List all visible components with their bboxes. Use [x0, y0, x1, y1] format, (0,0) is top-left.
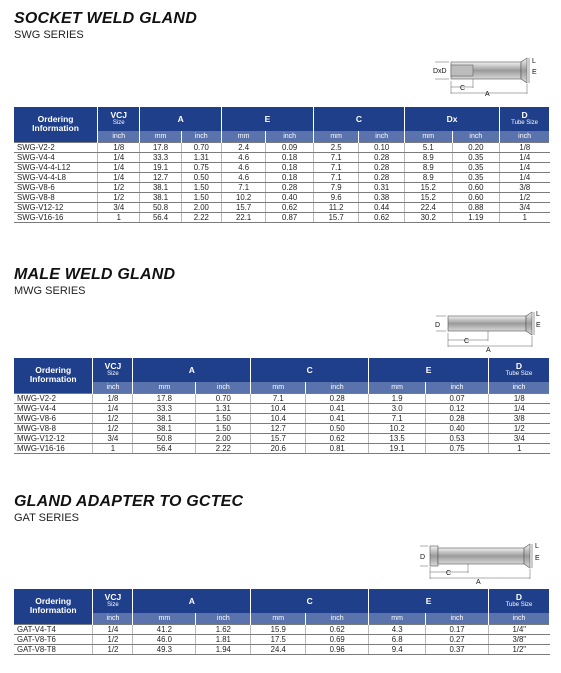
gat-c-label: C [446, 570, 452, 577]
table-row [14, 433, 550, 443]
swg-unit-header: mm [404, 131, 452, 142]
gat-col-d: D Tube Size [489, 589, 550, 613]
table-cell: 13.5 [369, 433, 426, 443]
table-cell: 33.3 [133, 403, 196, 413]
gat-table [14, 589, 550, 655]
table-cell: 1/4" [489, 624, 550, 634]
table-cell: 17.8 [133, 393, 196, 403]
table-cell: 2.00 [181, 202, 221, 212]
table-cell: 2.00 [196, 433, 251, 443]
mwg-c-label: C [464, 338, 470, 345]
swg-title: SOCKET WELD GLAND [14, 10, 197, 27]
swg-unit-header: inch [181, 131, 221, 142]
table-cell: 1 [93, 443, 133, 453]
ordering-code-cell: MWG-V16-16 [14, 443, 93, 453]
swg-col-a: A [140, 107, 221, 131]
table-cell: 1.94 [196, 644, 251, 654]
table-cell: 38.1 [133, 413, 196, 423]
gat-unit-header: mm [133, 613, 196, 624]
table-row [14, 212, 550, 222]
gat-col-a: A [133, 589, 251, 613]
table-cell: 15.7 [221, 202, 265, 212]
table-cell: 1 [500, 212, 550, 222]
gat-e-label: E [535, 555, 540, 562]
swg-col-d: D Tube Size [500, 107, 550, 131]
table-cell: 17.5 [251, 634, 306, 644]
gat-unit-header: inch [306, 613, 369, 624]
table-cell: 1.9 [369, 393, 426, 403]
table-cell: 1/2 [93, 634, 133, 644]
table-cell: 7.1 [313, 162, 359, 172]
table-cell: 1.19 [452, 212, 500, 222]
table-cell: 8.9 [404, 152, 452, 162]
table-row [14, 152, 550, 162]
table-cell: 1/8 [93, 393, 133, 403]
table-cell: 0.87 [266, 212, 314, 222]
table-cell: 1/4 [98, 172, 140, 182]
table-cell: 49.3 [133, 644, 196, 654]
mwg-col-c: C [251, 358, 369, 382]
table-row [14, 172, 550, 182]
table-cell: 1 [98, 212, 140, 222]
table-cell: 1/4 [500, 162, 550, 172]
ordering-code-cell: SWG-V4-4-L8 [14, 172, 98, 182]
ordering-code-cell: SWG-V8-6 [14, 182, 98, 192]
table-cell: 30.2 [404, 212, 452, 222]
table-cell: 24.4 [251, 644, 306, 654]
gat-unit-header: mm [251, 613, 306, 624]
swg-unit-header: inch [266, 131, 314, 142]
gat-fitting-diagram [412, 535, 552, 585]
table-cell: 1/2 [98, 182, 140, 192]
table-cell: 0.53 [426, 433, 489, 443]
gat-unit-header: inch [93, 613, 133, 624]
table-cell: 0.41 [306, 413, 369, 423]
gat-a-label: A [476, 579, 481, 585]
table-cell: 10.2 [369, 423, 426, 433]
table-cell: 3/4 [489, 433, 550, 443]
table-cell: 1/8 [489, 393, 550, 403]
table-cell: 2.22 [181, 212, 221, 222]
table-cell: 0.75 [181, 162, 221, 172]
mwg-title: MALE WELD GLAND [14, 266, 176, 283]
ordering-code-cell: GAT-V8-T8 [14, 644, 93, 654]
table-cell: 15.9 [251, 624, 306, 634]
mwg-l-label: L [536, 311, 540, 318]
table-cell: 0.28 [359, 152, 405, 162]
table-cell: 1/2 [98, 192, 140, 202]
table-cell: 1.31 [181, 152, 221, 162]
table-cell: 0.62 [306, 433, 369, 443]
table-cell: 1/2" [489, 644, 550, 654]
ordering-code-cell: MWG-V12-12 [14, 433, 93, 443]
swg-table [14, 107, 550, 223]
table-row [14, 202, 550, 212]
mwg-fitting-diagram [428, 303, 553, 353]
swg-col-ordering: Ordering Information [14, 107, 98, 142]
table-cell: 4.6 [221, 172, 265, 182]
mwg-e-label: E [536, 322, 541, 329]
table-cell: 41.2 [133, 624, 196, 634]
table-cell: 19.1 [140, 162, 181, 172]
table-cell: 10.4 [251, 403, 306, 413]
table-cell: 1/4 [93, 624, 133, 634]
table-cell: 0.18 [266, 162, 314, 172]
table-cell: 5.1 [404, 142, 452, 152]
table-cell: 20.6 [251, 443, 306, 453]
ordering-code-cell: MWG-V2-2 [14, 393, 93, 403]
mwg-subtitle: MWG SERIES [14, 285, 86, 297]
table-cell: 3/4 [500, 202, 550, 212]
mwg-unit-header: inch [426, 382, 489, 393]
table-cell: 10.2 [221, 192, 265, 202]
swg-unit-header: mm [313, 131, 359, 142]
table-cell: 1.50 [196, 413, 251, 423]
table-cell: 0.18 [266, 172, 314, 182]
table-cell: 15.2 [404, 182, 452, 192]
table-cell: 2.5 [313, 142, 359, 152]
table-cell: 1 [489, 443, 550, 453]
gat-col-e: E [369, 589, 489, 613]
table-cell: 46.0 [133, 634, 196, 644]
table-cell: 1/2 [93, 413, 133, 423]
mwg-a-label: A [486, 347, 491, 353]
table-cell: 0.88 [452, 202, 500, 212]
mwg-table [14, 358, 550, 454]
mwg-col-a: A [133, 358, 251, 382]
table-cell: 0.60 [452, 192, 500, 202]
swg-unit-header: inch [500, 131, 550, 142]
table-cell: 1/4 [500, 152, 550, 162]
gat-l-label: L [535, 543, 539, 550]
swg-unit-header: inch [359, 131, 405, 142]
swg-unit-header: mm [140, 131, 181, 142]
table-cell: 1/2 [500, 192, 550, 202]
mwg-unit-header: inch [489, 382, 550, 393]
swg-unit-header: inch [98, 131, 140, 142]
mwg-unit-header: inch [93, 382, 133, 393]
table-cell: 3/8 [500, 182, 550, 192]
table-cell: 0.50 [181, 172, 221, 182]
table-cell: 50.8 [140, 202, 181, 212]
table-cell: 7.1 [251, 393, 306, 403]
table-cell: 22.4 [404, 202, 452, 212]
table-cell: 2.4 [221, 142, 265, 152]
table-cell: 3/8" [489, 634, 550, 644]
table-cell: 7.1 [313, 152, 359, 162]
swg-unit-header: mm [221, 131, 265, 142]
swg-section [14, 10, 550, 42]
gat-col-c: C [251, 589, 369, 613]
table-cell: 1/4 [98, 162, 140, 172]
table-cell: 2.22 [196, 443, 251, 453]
table-cell: 4.3 [369, 624, 426, 634]
table-cell: 0.07 [426, 393, 489, 403]
ordering-code-cell: SWG-V12-12 [14, 202, 98, 212]
table-cell: 0.70 [196, 393, 251, 403]
table-row [14, 634, 550, 644]
table-row [14, 162, 550, 172]
table-cell: 0.50 [306, 423, 369, 433]
ordering-code-cell: SWG-V16-16 [14, 212, 98, 222]
gat-section [14, 493, 550, 525]
table-cell: 0.18 [266, 152, 314, 162]
table-cell: 38.1 [133, 423, 196, 433]
table-row [14, 624, 550, 634]
mwg-d-label: D [435, 322, 441, 329]
table-row [14, 644, 550, 654]
table-cell: 0.70 [181, 142, 221, 152]
gat-unit-header: inch [489, 613, 550, 624]
table-cell: 4.6 [221, 162, 265, 172]
table-cell: 3.0 [369, 403, 426, 413]
table-cell: 1/8 [500, 142, 550, 152]
ordering-code-cell: GAT-V8-T6 [14, 634, 93, 644]
gat-col-ordering: Ordering Information [14, 589, 93, 624]
table-cell: 1.31 [196, 403, 251, 413]
swg-unit-header: inch [452, 131, 500, 142]
table-cell: 0.31 [359, 182, 405, 192]
table-cell: 7.1 [313, 172, 359, 182]
ordering-code-cell: GAT-V4-T4 [14, 624, 93, 634]
table-cell: 33.3 [140, 152, 181, 162]
table-cell: 56.4 [140, 212, 181, 222]
table-cell: 1.50 [181, 192, 221, 202]
table-cell: 1/8 [98, 142, 140, 152]
table-row [14, 403, 550, 413]
table-cell: 1/4 [98, 152, 140, 162]
table-cell: 17.8 [140, 142, 181, 152]
gat-unit-header: inch [426, 613, 489, 624]
table-row [14, 443, 550, 453]
table-cell: 0.60 [452, 182, 500, 192]
table-cell: 3/4 [93, 433, 133, 443]
swg-c-label: C [460, 85, 466, 92]
table-cell: 3/8 [489, 413, 550, 423]
swg-col-e: E [221, 107, 313, 131]
table-cell: 50.8 [133, 433, 196, 443]
mwg-unit-header: mm [133, 382, 196, 393]
table-cell: 1/2 [489, 423, 550, 433]
table-cell: 0.17 [426, 624, 489, 634]
swg-fitting-diagram [425, 50, 550, 100]
table-cell: 1/4 [489, 403, 550, 413]
ordering-code-cell: SWG-V4-4 [14, 152, 98, 162]
gat-title: GLAND ADAPTER TO GCTEC [14, 493, 244, 510]
swg-col-vcj: VCJ Size [98, 107, 140, 131]
ordering-code-cell: MWG-V8-8 [14, 423, 93, 433]
table-cell: 0.09 [266, 142, 314, 152]
table-cell: 7.9 [313, 182, 359, 192]
swg-col-dx: Dx [404, 107, 499, 131]
table-row [14, 182, 550, 192]
table-cell: 1.62 [196, 624, 251, 634]
table-cell: 0.81 [306, 443, 369, 453]
gat-subtitle: GAT SERIES [14, 512, 80, 524]
table-cell: 9.4 [369, 644, 426, 654]
ordering-code-cell: SWG-V2-2 [14, 142, 98, 152]
table-cell: 0.35 [452, 172, 500, 182]
ordering-code-cell: MWG-V4-4 [14, 403, 93, 413]
table-cell: 0.41 [306, 403, 369, 413]
table-cell: 1.50 [181, 182, 221, 192]
table-cell: 0.35 [452, 152, 500, 162]
mwg-unit-header: inch [306, 382, 369, 393]
table-cell: 3/4 [98, 202, 140, 212]
gat-unit-header: mm [369, 613, 426, 624]
swg-col-c: C [313, 107, 404, 131]
table-cell: 0.44 [359, 202, 405, 212]
table-cell: 0.27 [426, 634, 489, 644]
table-cell: 15.7 [251, 433, 306, 443]
table-cell: 0.28 [426, 413, 489, 423]
table-cell: 38.1 [140, 182, 181, 192]
table-cell: 0.10 [359, 142, 405, 152]
table-cell: 1.50 [196, 423, 251, 433]
table-cell: 56.4 [133, 443, 196, 453]
table-row [14, 192, 550, 202]
table-row [14, 142, 550, 152]
table-cell: 0.28 [306, 393, 369, 403]
table-cell: 0.62 [359, 212, 405, 222]
table-cell: 0.40 [266, 192, 314, 202]
table-cell: 1.81 [196, 634, 251, 644]
table-cell: 19.1 [369, 443, 426, 453]
table-cell: 6.8 [369, 634, 426, 644]
table-cell: 1/2 [93, 423, 133, 433]
table-cell: 0.28 [359, 162, 405, 172]
mwg-unit-header: inch [196, 382, 251, 393]
table-cell: 1/2 [93, 644, 133, 654]
swg-subtitle: SWG SERIES [14, 29, 84, 41]
swg-a-label: A [485, 91, 490, 98]
table-cell: 38.1 [140, 192, 181, 202]
table-cell: 0.62 [266, 202, 314, 212]
table-cell: 9.6 [313, 192, 359, 202]
table-cell: 11.2 [313, 202, 359, 212]
table-cell: 0.37 [426, 644, 489, 654]
table-cell: 7.1 [221, 182, 265, 192]
table-cell: 0.12 [426, 403, 489, 413]
table-cell: 0.69 [306, 634, 369, 644]
table-row [14, 413, 550, 423]
swg-l-label: L [532, 58, 536, 65]
mwg-col-e: E [369, 358, 489, 382]
table-cell: 0.28 [266, 182, 314, 192]
table-cell: 15.2 [404, 192, 452, 202]
mwg-col-d: D Tube Size [489, 358, 550, 382]
mwg-unit-header: mm [369, 382, 426, 393]
table-row [14, 393, 550, 403]
ordering-code-cell: MWG-V8-6 [14, 413, 93, 423]
table-row [14, 423, 550, 433]
mwg-section [14, 266, 550, 298]
table-cell: 8.9 [404, 172, 452, 182]
gat-col-vcj: VCJ Size [93, 589, 133, 613]
table-cell: 0.62 [306, 624, 369, 634]
mwg-col-ordering: Ordering Information [14, 358, 93, 393]
table-cell: 12.7 [251, 423, 306, 433]
mwg-col-vcj: VCJ Size [93, 358, 133, 382]
mwg-unit-header: mm [251, 382, 306, 393]
table-cell: 15.7 [313, 212, 359, 222]
table-cell: 0.28 [359, 172, 405, 182]
table-cell: 4.6 [221, 152, 265, 162]
table-cell: 10.4 [251, 413, 306, 423]
table-cell: 12.7 [140, 172, 181, 182]
table-cell: 0.96 [306, 644, 369, 654]
gat-unit-header: inch [196, 613, 251, 624]
table-cell: 22.1 [221, 212, 265, 222]
table-cell: 1/4 [93, 403, 133, 413]
ordering-code-cell: SWG-V8-8 [14, 192, 98, 202]
table-cell: 8.9 [404, 162, 452, 172]
table-cell: 0.35 [452, 162, 500, 172]
table-cell: 0.20 [452, 142, 500, 152]
table-cell: 0.75 [426, 443, 489, 453]
ordering-code-cell: SWG-V4-4-L12 [14, 162, 98, 172]
table-cell: 7.1 [369, 413, 426, 423]
table-cell: 1/4 [500, 172, 550, 182]
swg-dx-label: DxD [433, 68, 447, 75]
table-cell: 0.38 [359, 192, 405, 202]
gat-d-label: D [420, 554, 426, 561]
table-cell: 0.40 [426, 423, 489, 433]
swg-e-label: E [532, 69, 537, 76]
